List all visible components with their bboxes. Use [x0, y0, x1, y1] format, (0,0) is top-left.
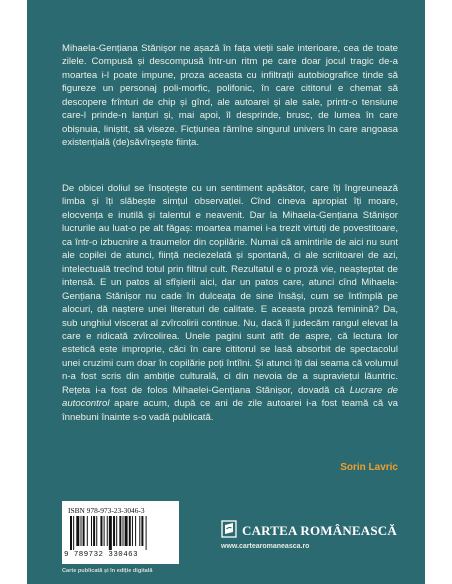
- publisher-website: www.cartearomaneasca.ro: [221, 543, 310, 550]
- barcode-bar: [104, 516, 105, 546]
- barcode-bar: [123, 516, 124, 546]
- barcode-bar: [129, 516, 131, 546]
- digital-edition-note: Carte publicată și în ediție digitală: [62, 568, 153, 574]
- barcode-bar: [81, 516, 82, 546]
- isbn-text: ISBN 978-973-23-3046-3: [68, 506, 145, 515]
- barcode-bar: [139, 516, 140, 546]
- barcode-bar: [73, 516, 74, 550]
- author-signature: Sorin Lavric: [340, 462, 398, 473]
- book-title-italic: Lucrare de autocontrol: [62, 384, 398, 410]
- barcode-bar: [107, 516, 108, 546]
- barcode-digits: 9 789732 330463: [64, 551, 139, 559]
- barcode-bar: [135, 516, 136, 546]
- isbn-barcode-box: [62, 501, 179, 564]
- barcode-bar: [113, 516, 115, 546]
- publisher-name: CARTEA ROMÂNEASCĂ: [242, 523, 397, 538]
- barcode-bar: [125, 516, 128, 546]
- barcode-icon: [68, 516, 173, 550]
- blurb-paragraph-2-text: De obicei doliul se însoțește cu un sentiment apăsător, care îți îngreunează limba și îți slăbește simțul observației. Cînd cineva apropiat îți moare, elocvența e inutilă și talentul e neavenit. Dar la Mihaela-Gențiana Stănișor lucrurile au luat-o pe alt făgaș: moartea mamei i-a trezit virtuți de povestitoare, ca într-o izbucnire a traumelor din copilărie. Numai că amintirile de aici nu sunt ale copilei de atunci, ființă neciezelată și spontană, ci ale scriitoarei de azi, intelectuală trecînd totul prin filtrul cult. Rezultatul e o proză vie, neașteptat de intensă. E un patos al sfîșierii aici, dar un patos care, atunci cînd Mihaela-Gențiana Stănișor nu cade în dulceața de sine însăși, cum se întîmplă pe alocuri, dă naștere unei literaturi de calitate. E aceasta proză feminină? Da, sub unghiul viscerat al zvîrcolirii continue. Nu, dacă îl judecăm rangul elevat la care e ridicată zvîrcolirea. Unele pagini sunt atît de aspre, că lectura lor estetică este improprie, căci în care cititorul se lasă absorbit de spectacolul unei cruzimi cum doar în copilărie poți întîlni. Și atunci îți dai seama că volumul n-a fost scris din ambiție culturală, ci din nevoia de a supraviețui lăuntric. Rețeta i-a fost de folos Mihaelei-Gențiana Stănișor, dovadă că: [62, 183, 398, 396]
- barcode-bar: [76, 516, 79, 546]
- cr-book-logo-icon: [221, 520, 237, 538]
- barcode-bar: [100, 516, 102, 546]
- barcode-bar: [116, 516, 117, 546]
- barcode-bar: [146, 516, 147, 550]
- barcode-bar: [83, 516, 85, 546]
- blurb-paragraph-2: [62, 182, 398, 424]
- barcode-bar: [132, 516, 133, 546]
- barcode-bar: [141, 516, 143, 546]
- barcode-bar: [119, 516, 121, 546]
- barcode-bar: [91, 516, 92, 546]
- barcode-bar: [70, 516, 72, 550]
- barcode-bar: [93, 516, 95, 546]
- barcode-bar: [87, 516, 88, 546]
- barcode-bar: [109, 516, 112, 550]
- blurb-paragraph-2-tail: apare acum, după ce ani de zile autoarei i-a fost teamă că va înnebuni înainte s-o vadă publicată.: [62, 398, 398, 423]
- barcode-bar: [96, 516, 97, 546]
- blurb-paragraph-1: Mihaela-Gențiana Stănișor ne așază în fața vieții sale interioare, cea de toate zilele. Compusă și descompusă într-un ritm pe care doar jocul tragic de-a moartea i-l poate impune, proza aceasta cu infiltrații autobiografice tinde să figureze un personaj poli-morfic, polifonic, în care cititorul e chemat să descopere frînturi de chip și gînd, ale autoarei și ale sale, printr-o tensiune care-l prinde-n lanțuri și, mai apoi, îl desprinde, brusc, de lumea în care obișnuia, liniștit, să viseze. Ficțiunea rămîne singurul univers în care angoasa existențială (de)săvîrșește ființa.: [62, 43, 398, 149]
